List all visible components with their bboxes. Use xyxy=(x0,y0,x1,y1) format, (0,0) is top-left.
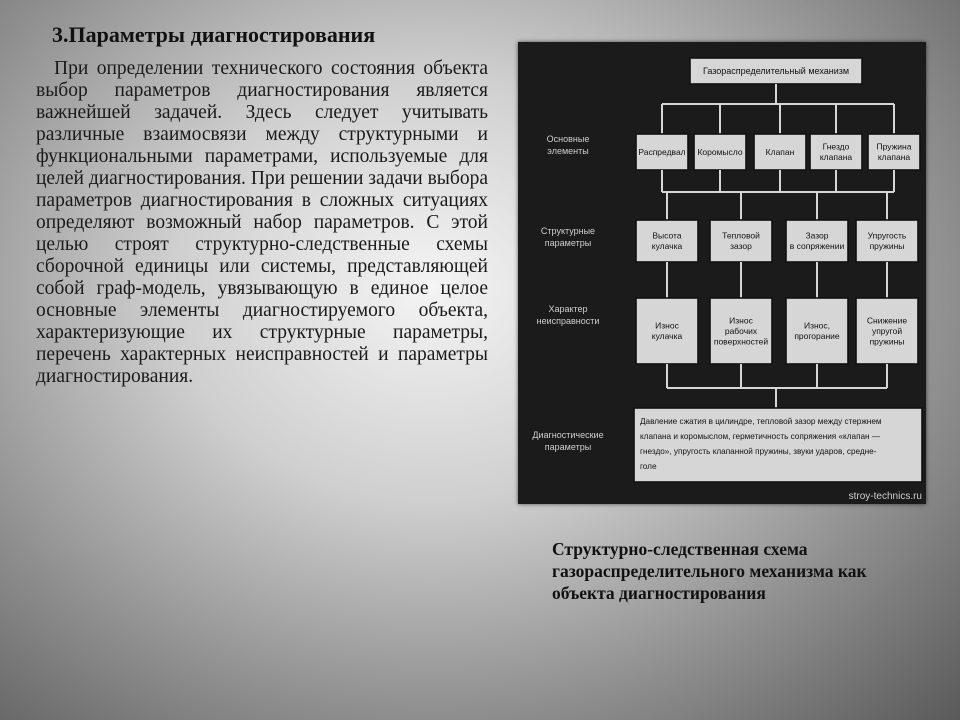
fault-box xyxy=(710,298,772,364)
fault-box xyxy=(786,298,848,364)
row-label: Диагностические xyxy=(532,430,604,440)
element-box-text: Пружина xyxy=(876,141,912,152)
row-label: Основные xyxy=(546,134,590,144)
fault-box-text: поверхностей xyxy=(713,336,769,347)
body-paragraph: При определении технического состояния объекта выбор параметров диагностирования является важнейшей задачей. Здесь следует учитывать различные взаимосвязи между структурными и функциональными параметрами, используемые для целей диагностирования. При решении задачи выбора параметров диагностирования в сложных ситуациях определяют возможный набор параметров. С этой целью строят структурно-следственные схемы сборочной единицы или системы, представляющей собой граф-модель, увязывающую в единое целое основные элементы диагностируемого объекта, характеризующие их структурные параметры, перечень характерных неисправностей и параметры диагностирования. xyxy=(36,58,488,388)
row-label: параметры xyxy=(544,442,592,452)
row-label: неисправности xyxy=(536,316,600,326)
diagnostic-text: голе xyxy=(640,462,657,471)
structural-box-text: Высота xyxy=(652,230,682,241)
fault-box xyxy=(636,298,698,364)
element-box-text: Коромысло xyxy=(697,146,743,157)
element-box xyxy=(694,134,746,170)
structural-box-text: Упругость xyxy=(867,230,907,241)
diagnostic-text: Давление сжатия в цилиндре, тепловой зазор между стержнем xyxy=(640,417,882,426)
structural-box xyxy=(636,220,698,262)
element-box xyxy=(636,134,688,170)
element-box-text: клапана xyxy=(877,152,911,163)
structural-diagram-image xyxy=(518,42,926,504)
slide-title: 3.Параметры диагностирования xyxy=(52,22,376,47)
fault-box-text: Снижение xyxy=(866,315,908,326)
diagnostic-text: гнездо», упругость клапанной пружины, звуки ударов, средне- xyxy=(640,447,877,456)
structural-box-text: Тепловой xyxy=(722,230,760,241)
root-box-text: Газораспределительный механизм xyxy=(702,66,850,77)
structural-box-text: кулачка xyxy=(651,241,683,252)
fault-box-text: упругой xyxy=(871,325,903,336)
root-box xyxy=(690,58,862,84)
structural-box-text: в сопряжении xyxy=(789,241,845,252)
fault-box-text: пружины xyxy=(869,336,905,347)
diagram-canvas xyxy=(518,42,926,504)
row-label: элементы xyxy=(547,146,589,156)
row-label: Характер xyxy=(548,304,588,314)
element-box xyxy=(810,134,862,170)
element-box xyxy=(868,134,920,170)
structural-box xyxy=(786,220,848,262)
fault-box-text: Износ xyxy=(729,315,753,326)
fault-box-text: Износ xyxy=(655,320,679,331)
diagnostic-text: клапана и коромыслом, герметичность сопряжения «клапан — xyxy=(640,432,881,441)
element-box xyxy=(754,134,806,170)
structural-box xyxy=(856,220,918,262)
row-label: параметры xyxy=(544,238,592,248)
fault-box-text: прогорание xyxy=(794,331,840,342)
structural-box-text: пружины xyxy=(869,241,905,252)
element-box-text: клапана xyxy=(819,152,853,163)
structural-box-text: зазор xyxy=(730,241,752,252)
structural-box-text: Зазор xyxy=(805,230,829,241)
fault-box-text: Износ, xyxy=(803,320,831,331)
fault-box-text: кулачка xyxy=(651,331,683,342)
watermark-text: stroy-technics.ru xyxy=(848,491,922,502)
diagnostic-box xyxy=(634,408,922,482)
element-box-text: Распредвал xyxy=(638,146,686,157)
element-box-text: Клапан xyxy=(765,146,795,157)
structural-box xyxy=(710,220,772,262)
diagram-caption: Структурно-следственная схема газораспределительного механизма как объекта диагностирования xyxy=(552,539,867,604)
element-box-text: Гнездо xyxy=(822,141,850,152)
row-label: Структурные xyxy=(540,226,596,236)
fault-box-text: рабочих xyxy=(724,325,758,336)
fault-box xyxy=(856,298,918,364)
